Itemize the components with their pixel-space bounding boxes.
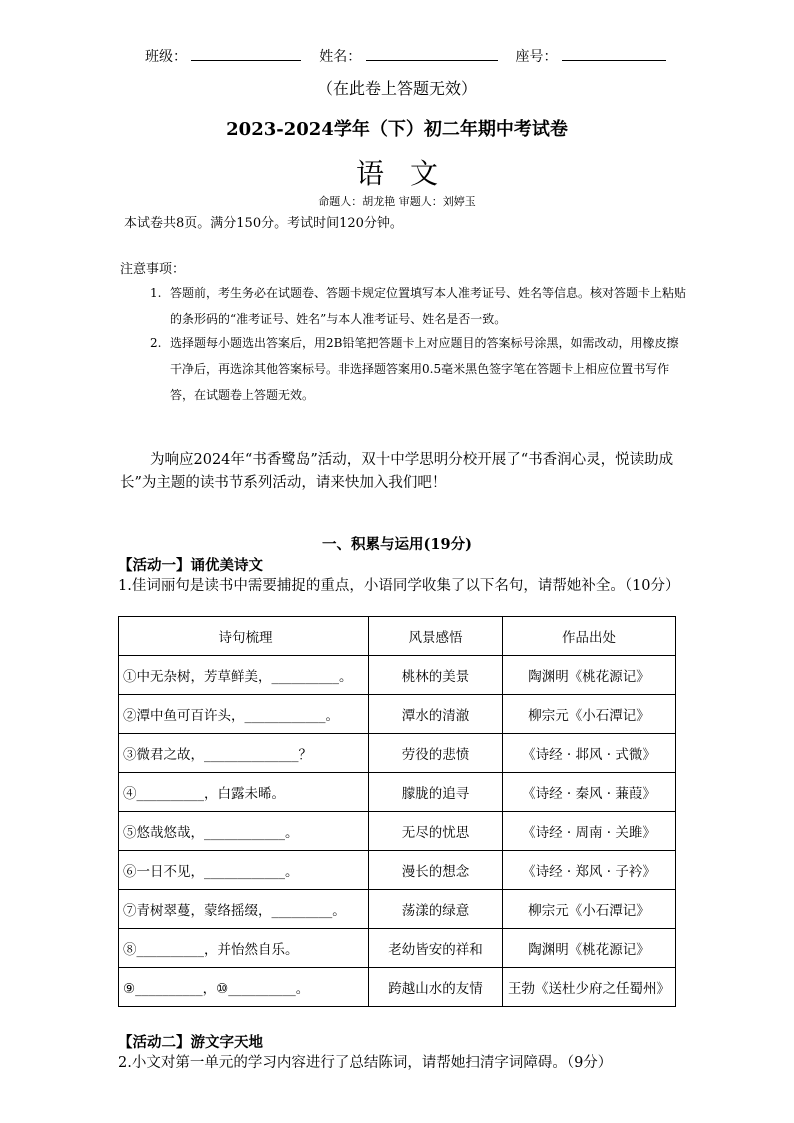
notice-heading: 注意事项： [120,262,186,277]
poem-line-cell[interactable]: ⑦青树翠蔓，蒙络摇缀，_________。 [119,890,369,929]
source-cell: 《诗经 · 郑风 · 子衿》 [503,851,676,890]
scenery-cell: 老幼皆安的祥和 [369,929,503,968]
poem-line-cell[interactable]: ②潭中鱼可百许头，____________。 [119,695,369,734]
poem-line-cell[interactable]: ⑨__________，⑩__________。 [119,968,369,1007]
poem-line-cell[interactable]: ①中无杂树，芳草鲜美，__________。 [119,656,369,695]
scenery-cell: 朦胧的追寻 [369,773,503,812]
table-row [119,734,676,773]
poem-line-cell[interactable]: ⑤悠哉悠哉，____________。 [119,812,369,851]
class-field[interactable] [191,46,301,61]
notice-item-number: 2. [150,336,162,350]
seat-field[interactable] [562,46,666,61]
exam-summary: 本试卷共8页。满分150分。考试时间120分钟。 [124,216,403,231]
source-cell: 王勃《送杜少府之任蜀州》 [503,968,676,1007]
poem-line-cell[interactable]: ④__________，白露未晞。 [119,773,369,812]
table-row [119,695,676,734]
section-title: 一、积累与运用(19分) [322,536,472,553]
question-2: 2.小文对第一单元的学习内容进行了总结陈词，请帮她扫清字词障碍。（9分） [118,1055,613,1071]
scenery-cell: 跨越山水的友情 [369,968,503,1007]
table-row [119,968,676,1007]
class-label: 班级： [145,49,187,65]
table-row [119,773,676,812]
header-scenery: 风景感悟 [369,617,503,656]
answer-warning: （在此卷上答题无效） [316,79,477,98]
table-row [119,812,676,851]
table-row [119,656,676,695]
poem-line-cell[interactable]: ⑧__________，并怡然自乐。 [119,929,369,968]
poem-table [118,616,676,1007]
source-cell: 《诗经 · 周南 · 关雎》 [503,812,676,851]
notice-item [150,330,690,408]
authors-line: 命题人：胡龙艳 审题人：刘婷玉 [318,195,476,208]
notice-item-text: 答题前，考生务必在试题卷、答题卡规定位置填写本人准考证号、姓名等信息。核对答题卡上粘贴的条形码的“准考证号、姓名”与本人准考证号、姓名是否一致。 [170,286,687,326]
source-cell: 陶渊明《桃花源记》 [503,929,676,968]
source-cell: 《诗经 · 秦风 · 蒹葭》 [503,773,676,812]
activity-two-heading: 【活动二】游文字天地 [118,1034,263,1051]
header-poem: 诗句梳理 [119,617,369,656]
student-info-line [145,46,666,66]
question-1: 1.佳词丽句是读书中需要捕捉的重点，小语同学收集了以下名句，请帮她补全。（10分） [118,578,680,594]
source-cell: 陶渊明《桃花源记》 [503,656,676,695]
exam-title: 2023-2024学年（下）初二年期中考试卷 [226,119,568,140]
notice-item-number: 1. [150,286,162,300]
intro-paragraph: 为响应2024年“书香鹭岛”活动，双十中学思明分校开展了“书香润心灵，悦读助成长”为主题的读书节系列活动，请来快加入我们吧！ [120,452,674,491]
name-field[interactable] [366,46,498,61]
seat-label: 座号： [515,49,558,65]
table-row [119,851,676,890]
notice-item [150,280,690,332]
scenery-cell: 劳役的悲愤 [369,734,503,773]
subject-title: 语文 [355,157,464,190]
scenery-cell: 桃林的美景 [369,656,503,695]
scenery-cell: 无尽的忧思 [369,812,503,851]
name-label: 姓名： [319,49,362,65]
poem-line-cell[interactable]: ⑥一日不见，____________。 [119,851,369,890]
notice-item-text: 选择题每小题选出答案后，用2B铅笔把答题卡上对应题目的答案标号涂黑，如需改动，用橡皮擦干净后，再选涂其他答案标号。非选择题答案用0.5毫米黑色签字笔在答题卡上相应位置书写作答，在试题卷上答题无效。 [170,336,679,402]
header-source: 作品出处 [503,617,676,656]
source-cell: 柳宗元《小石潭记》 [503,890,676,929]
poem-line-cell[interactable]: ③微君之故，______________？ [119,734,369,773]
source-cell: 《诗经 · 邶风 · 式微》 [503,734,676,773]
table-row [119,890,676,929]
table-row [119,929,676,968]
activity-one-heading: 【活动一】诵优美诗文 [118,557,263,574]
source-cell: 柳宗元《小石潭记》 [503,695,676,734]
scenery-cell: 荡漾的绿意 [369,890,503,929]
table-header-row [119,617,676,656]
scenery-cell: 潭水的清澈 [369,695,503,734]
scenery-cell: 漫长的想念 [369,851,503,890]
